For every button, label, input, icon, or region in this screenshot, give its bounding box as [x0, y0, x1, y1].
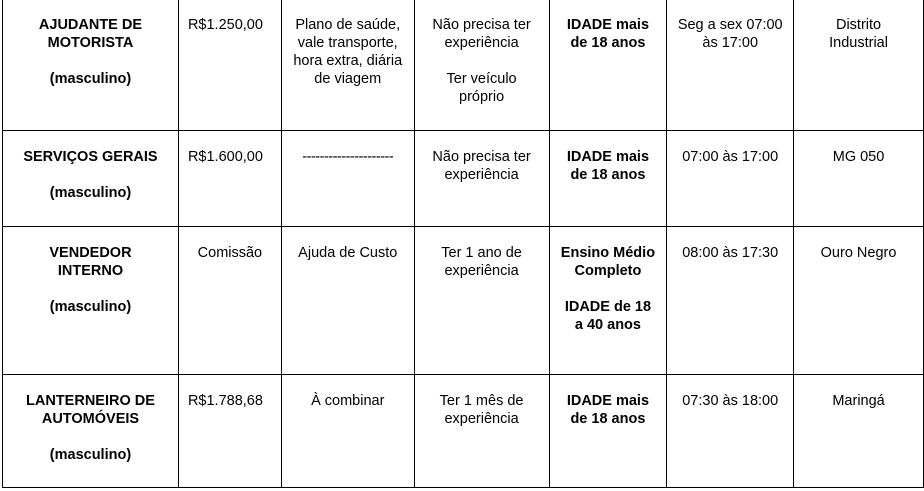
requirement: Ensino Médio Completo	[560, 245, 656, 279]
location-cell	[794, 227, 924, 375]
requirements-cell	[549, 0, 667, 131]
salary-cell	[178, 131, 281, 227]
location: Maringá	[832, 393, 885, 409]
schedule: 07:30 às 18:00	[682, 393, 779, 409]
schedule-cell	[667, 131, 794, 227]
requirement: IDADE mais de 18 anos	[566, 149, 650, 183]
salary: Comissão	[197, 245, 263, 261]
requirements-cell	[549, 375, 667, 488]
schedule: Seg a sex 07:00 às 17:00	[677, 17, 783, 51]
salary-cell	[178, 227, 281, 375]
requirement: IDADE de 18 a 40 anos	[564, 299, 652, 333]
job-title: LANTERNEIRO DE AUTOMÓVEIS	[26, 393, 155, 427]
benefits: Plano de saúde, vale transporte, hora extra, diária de viagem	[293, 17, 403, 87]
schedule-cell	[667, 0, 794, 131]
location: MG 050	[832, 149, 885, 165]
job-title: VENDEDOR INTERNO	[49, 245, 132, 279]
benefits: Ajuda de Custo	[298, 245, 398, 261]
experience-cell	[414, 131, 549, 227]
job-title-cell	[3, 227, 179, 375]
benefits: À combinar	[311, 393, 385, 409]
table-row	[3, 227, 924, 375]
job-gender: (masculino)	[49, 447, 132, 463]
experience: Ter 1 ano de experiência	[441, 245, 522, 279]
job-gender: (masculino)	[49, 71, 132, 87]
job-title: AJUDANTE DE MOTORISTA	[38, 17, 143, 51]
schedule: 08:00 às 17:30	[682, 245, 779, 261]
experience-cell	[414, 375, 549, 488]
requirements-cell	[549, 131, 667, 227]
location-cell	[794, 375, 924, 488]
experience: Não precisa ter experiência	[432, 149, 531, 183]
schedule: 07:00 às 17:00	[682, 149, 779, 165]
salary: R$1.788,68	[187, 393, 263, 409]
location: Ouro Negro	[820, 245, 897, 261]
location: Distrito Industrial	[829, 17, 888, 51]
table-row	[3, 0, 924, 131]
salary-cell	[178, 375, 281, 488]
schedule-cell	[667, 227, 794, 375]
job-title-cell	[3, 131, 179, 227]
table-row	[3, 375, 924, 488]
benefits-cell	[281, 0, 414, 131]
experience-cell	[414, 227, 549, 375]
extra-requirement: Ter veículo próprio	[446, 71, 517, 105]
benefits-cell	[281, 131, 414, 227]
experience-cell	[414, 0, 549, 131]
job-gender: (masculino)	[49, 185, 132, 201]
job-title-cell	[3, 375, 179, 488]
requirement: IDADE mais de 18 anos	[566, 393, 650, 427]
requirement: IDADE mais de 18 anos	[566, 17, 650, 51]
experience: Não precisa ter experiência	[432, 17, 531, 51]
experience: Ter 1 mês de experiência	[439, 393, 524, 427]
benefits-cell	[281, 375, 414, 488]
table-row	[3, 131, 924, 227]
location-cell	[794, 131, 924, 227]
salary: R$1.250,00	[187, 17, 263, 33]
requirements-cell	[549, 227, 667, 375]
salary: R$1.600,00	[187, 149, 263, 165]
schedule-cell	[667, 375, 794, 488]
benefits-cell	[281, 227, 414, 375]
benefits: ---------------------	[302, 149, 394, 165]
salary-cell	[178, 0, 281, 131]
job-title: SERVIÇOS GERAIS	[23, 149, 158, 165]
job-gender: (masculino)	[49, 299, 132, 315]
location-cell	[794, 0, 924, 131]
job-title-cell	[3, 0, 179, 131]
job-listings-table	[2, 0, 924, 488]
